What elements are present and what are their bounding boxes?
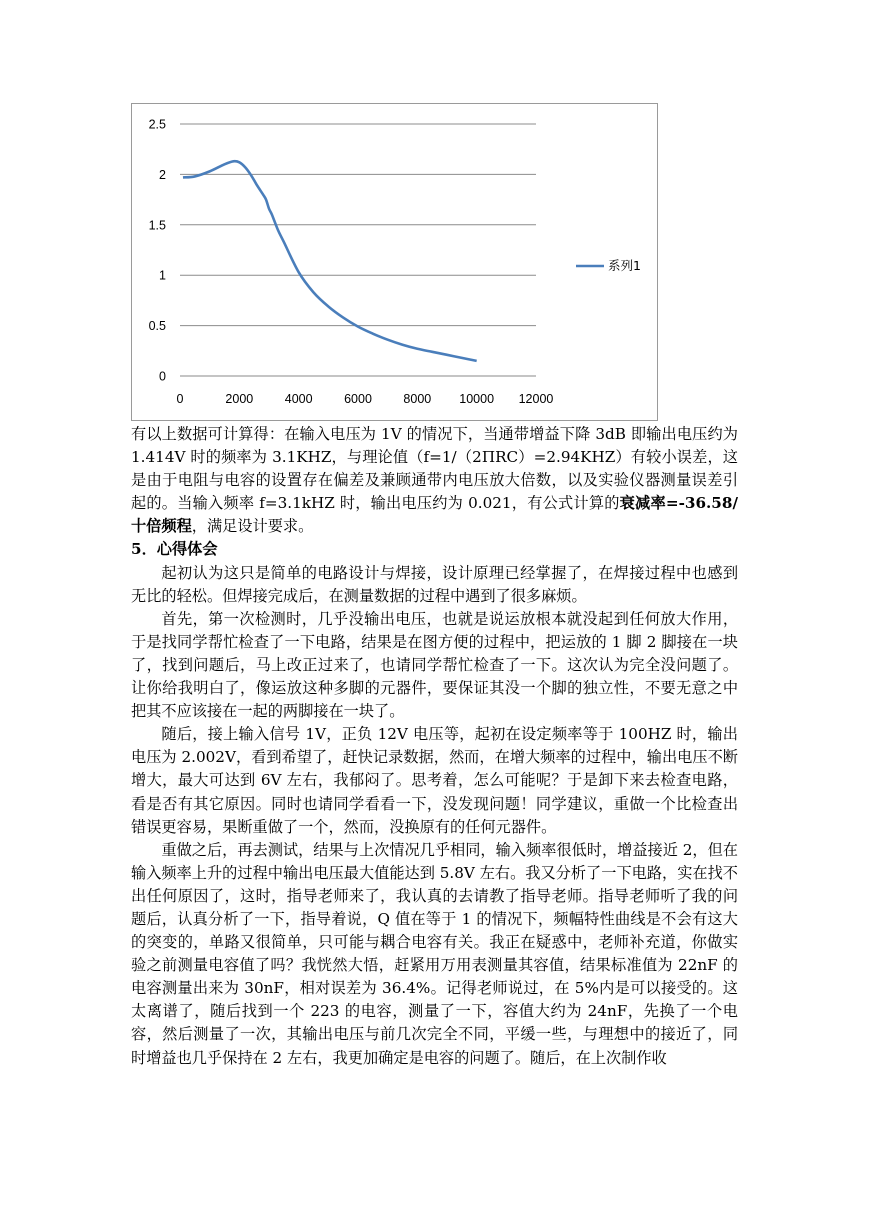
- chart-canvas: [132, 104, 659, 422]
- paragraph-analysis: [131, 423, 738, 538]
- paragraph-intro: 起初认为这只是简单的电路设计与焊接，设计原理已经掌握了，在焊接过程中也感到无比的轻松。但焊接完成后，在测量数据的过程中遇到了很多麻烦。: [131, 563, 738, 605]
- y-tick-label: 1.5: [148, 218, 166, 233]
- x-tick-label: 2000: [225, 392, 254, 406]
- x-tick-label: 4000: [284, 392, 313, 406]
- series-line-1: [183, 161, 477, 361]
- analysis-conclusion: ，满足设计要求。: [191, 517, 314, 536]
- document-body: [131, 423, 738, 1070]
- y-tick-label: 0.5: [148, 319, 166, 334]
- frequency-response-chart: [131, 103, 658, 421]
- x-tick-label: 0: [176, 392, 184, 406]
- paragraph-first-test: 首先，第一次检测时，几乎没输出电压，也就是说运放根本就没起到任何放大作用，于是找同学帮忙检查了一下电路，结果是在图方便的过程中，把运放的 1 脚 2 脚接在一块了，找到问题后，马上改正过来了，也请同学帮忙检查了一下。这次认为完全没问题了。让你给我明白了，像运放这种多脚的元器件，要保证其没一个脚的独立性，不要无意之中把其不应该接在一起的两脚接在一块了。: [131, 609, 738, 721]
- chart-gridlines: [180, 124, 536, 326]
- section-heading: 5．心得体会: [131, 540, 218, 559]
- y-tick-label: 0: [159, 369, 166, 384]
- paragraph-second-test: 随后，接上输入信号 1V，正负 12V 电压等，起初在设定频率等于 100HZ 时，输出电压为 2.002V，看到希望了，赶快记录数据，然而，在增大频率的过程中，输出电压不断增大，最大可达到 6V 左右，我郁闷了。思考着，怎么可能呢？于是卸下来去检查电路，看是否有其它原因。同时也请同学看看一下，没发现问题！同学建议，重做一个比检查出错误更容易，果断重做了一个，然而，没换原有的任何元器件。: [131, 725, 738, 836]
- chart-legend: [576, 258, 641, 273]
- analysis-text: 有以上数据可计算得：在输入电压为 1V 的情况下，当通带增益下降 3dB 即输出电压约为 1.414V 时的频率为 3.1KHZ，与理论值（f=1/（2ΠRC）=2.94KHZ）有较小误差，这是由于电阻与电容的设置存在偏差及兼顾通带内电压放大倍数，以及实验仪器测量误差引起的。当输入频率 f=3.1kHZ 时，输出电压约为 0.021，有公式计算的: [131, 425, 738, 513]
- x-tick-label: 12000: [518, 392, 554, 406]
- legend-label: 系列1: [608, 258, 641, 273]
- x-axis-ticks: [177, 392, 554, 406]
- x-tick-label: 6000: [344, 392, 372, 406]
- x-tick-label: 10000: [459, 392, 495, 406]
- y-tick-label: 2.5: [148, 117, 166, 132]
- y-axis-ticks: [149, 118, 166, 384]
- paragraph-rebuild: 重做之后，再去测试，结果与上次情况几乎相同，输入频率很低时，增益接近 2，但在输入频率上升的过程中输出电压最大值能达到 5.8V 左右。我又分析了一下电路，实在找不出任何原因了，这时，指导老师来了，我认真的去请教了指导老师。指导老师听了我的问题后，认真分析了一下，指导着说，Q 值在等于 1 的情况下，频幅特性曲线是不会有这大的突变的，单路又很简单，只可能与耦合电容有关。我正在疑惑中，老师补充道，你做实验之前测量电容值了吗？我恍然大悟，赶紧用万用表测量其容值，结果标准值为 22nF 的电容测量出来为 30nF，相对误差为 36.4%。记得老师说过，在 5%内是可以接受的。这太离谱了，随后找到一个 223 的电容，测量了一下，容值大约为 24nF，先换了一个电容，然后测量了一次，其输出电压与前几次完全不同，平缓一些，与理想中的接近了，同时增益也几乎保持在 2 左右，我更加确定是电容的问题了。随后，在上次制作收: [131, 840, 738, 1067]
- y-tick-label: 2: [159, 167, 166, 182]
- y-tick-label: 1: [159, 268, 166, 283]
- attenuation-rate-text: 衰减率=-36.58/十倍频程: [131, 494, 738, 536]
- x-tick-label: 8000: [403, 392, 432, 406]
